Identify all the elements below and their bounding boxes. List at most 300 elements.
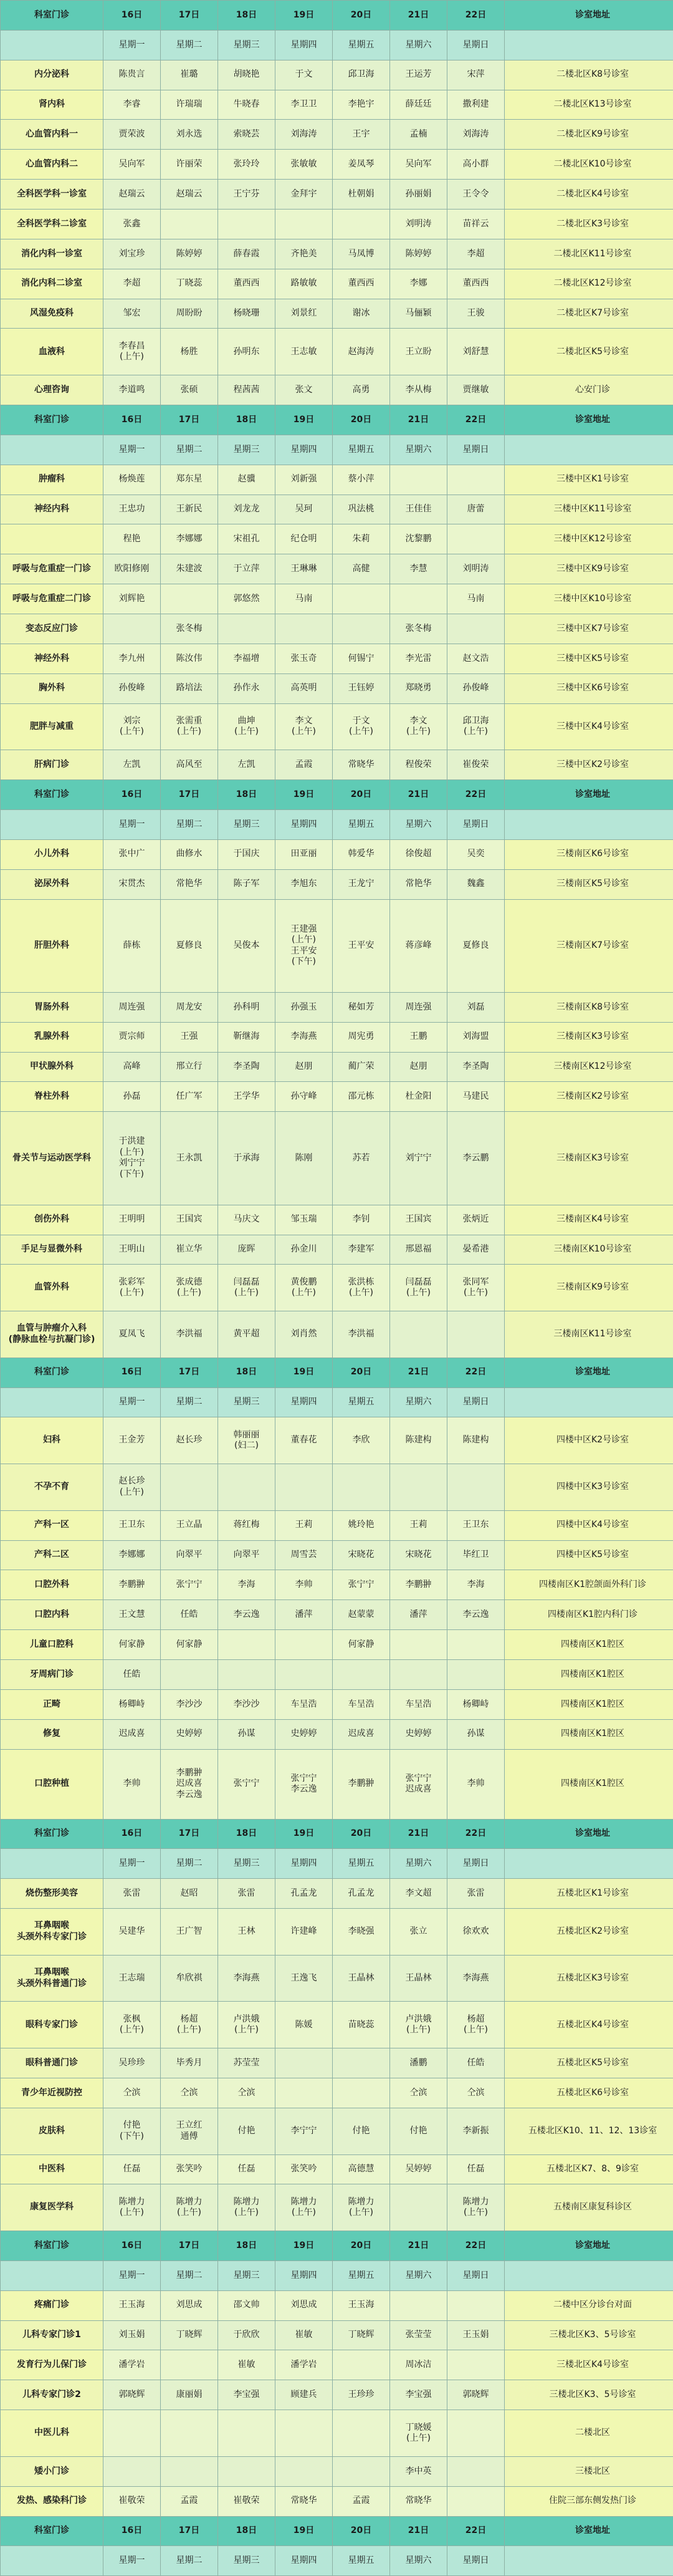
address-cell: 三楼北区K3、5号诊室: [505, 2320, 673, 2350]
day-sat-cell: 潘萍: [390, 1600, 447, 1630]
day-sat-cell: 薛廷廷: [390, 90, 447, 120]
doctor-row: [1, 2108, 673, 2154]
header-day-fri-cell: 20日: [333, 1358, 390, 1387]
dept-cell: 皮肤科: [1, 2108, 103, 2154]
address-cell: 三楼中区K7号诊室: [505, 614, 673, 644]
day-wed-cell: 星期三: [218, 435, 275, 465]
day-tue-cell: 丁晓辉: [161, 2320, 218, 2350]
dept-cell: 手足与显微外科: [1, 1235, 103, 1265]
doctor-row: [1, 210, 673, 239]
dept-cell: 风湿免疫科: [1, 299, 103, 329]
header-day-sat-cell: 21日: [390, 1358, 447, 1387]
address-cell: 三楼中区K9号诊室: [505, 554, 673, 584]
day-fri-cell: 李鹏翀: [333, 1749, 390, 1819]
day-sun-cell: 魏鑫: [447, 869, 505, 899]
day-wed-cell: 李沙沙: [218, 1689, 275, 1719]
day-thu-cell: 刘肖然: [275, 1311, 333, 1358]
day-sat-cell: 周冰洁: [390, 2350, 447, 2380]
header-day-fri-cell: 20日: [333, 405, 390, 435]
header-dept-cell: 科室门诊: [1, 1358, 103, 1387]
day-fri-cell: 李建军: [333, 1235, 390, 1265]
header-day-thu-cell: 19日: [275, 1358, 333, 1387]
day-tue-cell: 星期二: [161, 1849, 218, 1879]
dept-cell: 胸外科: [1, 673, 103, 703]
address-cell: 三楼中区K1号诊室: [505, 465, 673, 494]
header-day-wed-cell: 18日: [218, 2516, 275, 2546]
dept-cell: 内分泌科: [1, 60, 103, 90]
day-sun-cell: 刘舒慧: [447, 329, 505, 375]
doctor-row: [1, 329, 673, 375]
day-tue-cell: 许丽荣: [161, 150, 218, 180]
day-thu-cell: 潘学岩: [275, 2350, 333, 2380]
address-cell: 四楼南区K1腔区: [505, 1749, 673, 1819]
header-dept-cell: 科室门诊: [1, 405, 103, 435]
section-header-row: [1, 2516, 673, 2546]
day-tue-cell: 崔璐: [161, 60, 218, 90]
day-sun-cell: 李海: [447, 1570, 505, 1600]
day-fri-cell: 周宪勇: [333, 1022, 390, 1052]
dept-cell: 心理咨询: [1, 375, 103, 405]
day-sun-cell: 郭晓辉: [447, 2380, 505, 2410]
day-wed-cell: [218, 210, 275, 239]
day-fri-cell: 苗晓蕊: [333, 2002, 390, 2048]
day-mon-cell: 迟成喜: [103, 1719, 161, 1749]
day-mon-cell: 王志瑞: [103, 1955, 161, 2002]
day-tue-cell: 康丽娟: [161, 2380, 218, 2410]
day-tue-cell: 牟欣祺: [161, 1955, 218, 2002]
day-mon-cell: 星期一: [103, 1387, 161, 1417]
address-cell: [505, 1849, 673, 1879]
day-mon-cell: 王金芳: [103, 1417, 161, 1464]
address-cell: 三楼南区K5号诊室: [505, 869, 673, 899]
day-tue-cell: 常艳华: [161, 869, 218, 899]
day-wed-cell: 陈增力 (上午): [218, 2184, 275, 2231]
day-fri-cell: 高勇: [333, 375, 390, 405]
doctor-row: [1, 120, 673, 150]
day-fri-cell: 邱卫海: [333, 60, 390, 90]
day-mon-cell: 杨焕莲: [103, 465, 161, 494]
address-cell: 四楼南区K1腔区: [505, 1689, 673, 1719]
header-address-cell: 诊室地址: [505, 1358, 673, 1387]
doctor-row: [1, 2078, 673, 2108]
day-fri-cell: 赵海涛: [333, 329, 390, 375]
day-sat-cell: 星期六: [390, 1849, 447, 1879]
address-cell: 四楼南区K1腔区: [505, 1630, 673, 1660]
doctor-row: [1, 2290, 673, 2320]
day-sat-cell: 李宝强: [390, 2380, 447, 2410]
header-address-cell: 诊室地址: [505, 2516, 673, 2546]
doctor-row: [1, 2184, 673, 2231]
day-mon-cell: 邹宏: [103, 299, 161, 329]
address-cell: 四楼中区K2号诊室: [505, 1417, 673, 1464]
doctor-row: [1, 1630, 673, 1660]
header-day-sun-cell: 22日: [447, 1358, 505, 1387]
day-fri-cell: 王晶林: [333, 1955, 390, 2002]
day-thu-cell: 潘萍: [275, 1600, 333, 1630]
day-wed-cell: 星期三: [218, 1849, 275, 1879]
doctor-row: [1, 494, 673, 524]
day-sun-cell: [447, 1464, 505, 1511]
day-sat-cell: 王鹏: [390, 1022, 447, 1052]
day-mon-cell: 杨卿峙: [103, 1689, 161, 1719]
dept-cell: 小儿外科: [1, 839, 103, 869]
day-mon-cell: 欧阳修刚: [103, 554, 161, 584]
dept-cell: 创伤外科: [1, 1205, 103, 1235]
address-cell: [505, 2546, 673, 2576]
day-sat-cell: 常晓华: [390, 2486, 447, 2516]
header-address-cell: 诊室地址: [505, 1, 673, 31]
day-sat-cell: 星期六: [390, 435, 447, 465]
doctor-row: [1, 1112, 673, 1205]
day-mon-cell: 李睿: [103, 90, 161, 120]
day-tue-cell: 郑东星: [161, 465, 218, 494]
address-cell: 三楼南区K11号诊室: [505, 1311, 673, 1358]
address-cell: 五楼北区K4号诊室: [505, 2002, 673, 2048]
day-mon-cell: 星期一: [103, 1849, 161, 1879]
day-sat-cell: 星期六: [390, 2260, 447, 2290]
day-sat-cell: [390, 1630, 447, 1660]
doctor-row: [1, 2350, 673, 2380]
day-sun-cell: 王玉娟: [447, 2320, 505, 2350]
day-sat-cell: 星期六: [390, 30, 447, 60]
day-wed-cell: 宋祖孔: [218, 524, 275, 554]
day-sun-cell: 星期日: [447, 2260, 505, 2290]
dept-cell: 神经内科: [1, 494, 103, 524]
day-sat-cell: [390, 2184, 447, 2231]
address-cell: 五楼北区K1号诊室: [505, 1879, 673, 1909]
header-address-cell: 诊室地址: [505, 780, 673, 810]
dept-cell: 乳腺外科: [1, 1022, 103, 1052]
doctor-row: [1, 1749, 673, 1819]
dept-cell: 中医科: [1, 2154, 103, 2184]
day-sat-cell: 付艳: [390, 2108, 447, 2154]
day-sun-cell: 李帅: [447, 1749, 505, 1819]
dept-cell: 泌尿外科: [1, 869, 103, 899]
day-tue-cell: [161, 210, 218, 239]
day-wed-cell: 蒋红梅: [218, 1510, 275, 1540]
address-cell: 三楼南区K4号诊室: [505, 1205, 673, 1235]
header-address-cell: 诊室地址: [505, 2231, 673, 2261]
doctor-row: [1, 299, 673, 329]
day-mon-cell: 李道鸣: [103, 375, 161, 405]
dept-cell: 发育行为儿保门诊: [1, 2350, 103, 2380]
header-day-wed-cell: 18日: [218, 780, 275, 810]
day-wed-cell: [218, 1630, 275, 1660]
day-sun-cell: 崔俊荣: [447, 750, 505, 780]
dept-cell: [1, 524, 103, 554]
day-wed-cell: 星期三: [218, 809, 275, 839]
header-day-mon-cell: 16日: [103, 405, 161, 435]
day-tue-cell: 周龙安: [161, 992, 218, 1022]
address-cell: 五楼北区K10、11、12、13诊室: [505, 2108, 673, 2154]
day-sun-cell: 星期日: [447, 809, 505, 839]
day-tue-cell: [161, 2350, 218, 2380]
day-sun-cell: [447, 2486, 505, 2516]
header-day-fri-cell: 20日: [333, 1, 390, 31]
day-sun-cell: 高小群: [447, 150, 505, 180]
address-cell: 四楼中区K5号诊室: [505, 1540, 673, 1570]
day-sun-cell: 星期日: [447, 30, 505, 60]
day-mon-cell: [103, 2410, 161, 2457]
day-wed-cell: 李宝强: [218, 2380, 275, 2410]
day-mon-cell: 刘辉艳: [103, 584, 161, 614]
section-header-row: [1, 1819, 673, 1849]
doctor-row: [1, 465, 673, 494]
header-day-thu-cell: 19日: [275, 1819, 333, 1849]
day-tue-cell: 王立晶: [161, 1510, 218, 1540]
doctor-row: [1, 1879, 673, 1909]
day-tue-cell: 赵长珍: [161, 1417, 218, 1464]
section-header-row: [1, 1358, 673, 1387]
doctor-row: [1, 90, 673, 120]
dept-cell: [1, 809, 103, 839]
header-day-wed-cell: 18日: [218, 405, 275, 435]
doctor-row: [1, 644, 673, 673]
day-tue-cell: 王永凯: [161, 1112, 218, 1205]
doctor-row: [1, 239, 673, 269]
day-fri-cell: 星期五: [333, 2260, 390, 2290]
day-wed-cell: 李海: [218, 1570, 275, 1600]
doctor-row: [1, 1265, 673, 1311]
doctor-row: [1, 899, 673, 992]
day-sun-cell: 李圣陶: [447, 1052, 505, 1082]
day-wed-cell: 李圣陶: [218, 1052, 275, 1082]
dept-cell: 肝胆外科: [1, 899, 103, 992]
day-fri-cell: [333, 584, 390, 614]
dept-cell: 肝病门诊: [1, 750, 103, 780]
day-sat-cell: 刘明涛: [390, 210, 447, 239]
day-sat-cell: 赵朋: [390, 1052, 447, 1082]
day-thu-cell: 董春花: [275, 1417, 333, 1464]
day-fri-cell: 何锡宁: [333, 644, 390, 673]
day-thu-cell: 李宁宁: [275, 2108, 333, 2154]
day-wed-cell: 马庆文: [218, 1205, 275, 1235]
day-wed-cell: 庞晖: [218, 1235, 275, 1265]
dept-cell: 口腔内科: [1, 1600, 103, 1630]
day-fri-cell: 高德慧: [333, 2154, 390, 2184]
day-sat-cell: 王莉: [390, 1510, 447, 1540]
day-fri-cell: 付艳: [333, 2108, 390, 2154]
doctor-row: [1, 2456, 673, 2486]
dept-cell: 全科医学科一诊室: [1, 180, 103, 210]
day-mon-cell: 孙磊: [103, 1082, 161, 1112]
day-wed-cell: 星期三: [218, 2260, 275, 2290]
day-thu-cell: 王莉: [275, 1510, 333, 1540]
doctor-row: [1, 614, 673, 644]
day-tue-cell: 路培法: [161, 673, 218, 703]
weekday-row: [1, 2546, 673, 2576]
day-sun-cell: 陈增力 (上午): [447, 2184, 505, 2231]
header-address-cell: 诊室地址: [505, 405, 673, 435]
day-tue-cell: 崔立华: [161, 1235, 218, 1265]
day-thu-cell: 张敏敏: [275, 150, 333, 180]
day-wed-cell: 李云逸: [218, 1600, 275, 1630]
dept-cell: 儿科专家门诊2: [1, 2380, 103, 2410]
day-sun-cell: [447, 524, 505, 554]
day-sun-cell: 杨超 (上午): [447, 2002, 505, 2048]
day-tue-cell: 刘永选: [161, 120, 218, 150]
day-sun-cell: 王骏: [447, 299, 505, 329]
day-fri-cell: 张宁宁: [333, 1570, 390, 1600]
day-fri-cell: 姜凤琴: [333, 150, 390, 180]
day-sat-cell: 邢恩福: [390, 1235, 447, 1265]
address-cell: 五楼北区K3号诊室: [505, 1955, 673, 2002]
dept-cell: 产科一区: [1, 1510, 103, 1540]
day-sun-cell: 李海燕: [447, 1955, 505, 2002]
day-sat-cell: 仝滨: [390, 2078, 447, 2108]
day-wed-cell: 任磊: [218, 2154, 275, 2184]
day-sun-cell: 刘海涛: [447, 120, 505, 150]
day-thu-cell: 陈刚: [275, 1112, 333, 1205]
day-thu-cell: 路敏敏: [275, 269, 333, 299]
day-fri-cell: 星期五: [333, 1849, 390, 1879]
day-tue-cell: 李沙沙: [161, 1689, 218, 1719]
day-tue-cell: 向翠平: [161, 1540, 218, 1570]
header-day-sun-cell: 22日: [447, 2231, 505, 2261]
doctor-row: [1, 375, 673, 405]
day-wed-cell: 于欣欣: [218, 2320, 275, 2350]
day-tue-cell: 丁晓蕊: [161, 269, 218, 299]
doctor-row: [1, 1464, 673, 1511]
dept-cell: 血管与肿瘤介入科 (静脉血栓与抗凝门诊): [1, 1311, 103, 1358]
dept-cell: 牙周病门诊: [1, 1660, 103, 1690]
doctor-row: [1, 703, 673, 750]
day-wed-cell: 付艳: [218, 2108, 275, 2154]
address-cell: 三楼南区K6号诊室: [505, 839, 673, 869]
day-sat-cell: 李从梅: [390, 375, 447, 405]
day-thu-cell: 李旭东: [275, 869, 333, 899]
doctor-row: [1, 2154, 673, 2184]
header-day-mon-cell: 16日: [103, 1, 161, 31]
header-day-fri-cell: 20日: [333, 780, 390, 810]
day-sun-cell: [447, 1630, 505, 1660]
day-fri-cell: [333, 1660, 390, 1690]
dept-cell: 矮小门诊: [1, 2456, 103, 2486]
doctor-row: [1, 1660, 673, 1690]
day-fri-cell: 陈增力 (上午): [333, 2184, 390, 2231]
doctor-row: [1, 2410, 673, 2457]
day-tue-cell: 邢立行: [161, 1052, 218, 1082]
day-tue-cell: 朱建波: [161, 554, 218, 584]
day-sun-cell: 晏希港: [447, 1235, 505, 1265]
header-day-tue-cell: 17日: [161, 1358, 218, 1387]
doctor-row: [1, 60, 673, 90]
address-cell: 三楼南区K9号诊室: [505, 1265, 673, 1311]
day-thu-cell: 吴珂: [275, 494, 333, 524]
day-thu-cell: 顾建兵: [275, 2380, 333, 2410]
day-wed-cell: [218, 2456, 275, 2486]
day-thu-cell: 金拜宇: [275, 180, 333, 210]
header-dept-cell: 科室门诊: [1, 2516, 103, 2546]
doctor-row: [1, 1417, 673, 1464]
dept-cell: 眼科专家门诊: [1, 2002, 103, 2048]
day-sat-cell: [390, 1311, 447, 1358]
doctor-row: [1, 554, 673, 584]
day-sat-cell: 刘宁宁: [390, 1112, 447, 1205]
day-wed-cell: 黄平超: [218, 1311, 275, 1358]
day-mon-cell: 孙俊峰: [103, 673, 161, 703]
day-mon-cell: 星期一: [103, 2260, 161, 2290]
day-tue-cell: 星期二: [161, 2546, 218, 2576]
address-cell: 三楼北区K3、5号诊室: [505, 2380, 673, 2410]
dept-cell: 疼痛门诊: [1, 2290, 103, 2320]
weekday-row: [1, 30, 673, 60]
day-sun-cell: 刘磊: [447, 992, 505, 1022]
day-tue-cell: 仝滨: [161, 2078, 218, 2108]
header-day-tue-cell: 17日: [161, 1, 218, 31]
day-mon-cell: 李超: [103, 269, 161, 299]
day-fri-cell: 杜朝娟: [333, 180, 390, 210]
day-mon-cell: 星期一: [103, 809, 161, 839]
day-wed-cell: 向翠平: [218, 1540, 275, 1570]
header-day-mon-cell: 16日: [103, 780, 161, 810]
day-sun-cell: 星期日: [447, 2546, 505, 2576]
header-day-mon-cell: 16日: [103, 2231, 161, 2261]
day-sat-cell: 张立: [390, 1909, 447, 1956]
dept-cell: 肥胖与减重: [1, 703, 103, 750]
day-thu-cell: 星期四: [275, 2260, 333, 2290]
day-mon-cell: 王玉海: [103, 2290, 161, 2320]
day-wed-cell: 索晓芸: [218, 120, 275, 150]
dept-cell: 发热、感染科门诊: [1, 2486, 103, 2516]
day-sun-cell: 李云鹏: [447, 1112, 505, 1205]
dept-cell: 血管外科: [1, 1265, 103, 1311]
day-wed-cell: 张玲玲: [218, 150, 275, 180]
day-mon-cell: 张彩军 (上午): [103, 1265, 161, 1311]
day-fri-cell: 星期五: [333, 30, 390, 60]
day-wed-cell: 吴俊本: [218, 899, 275, 992]
day-mon-cell: 赵瑞云: [103, 180, 161, 210]
day-mon-cell: 李鹏翀: [103, 1570, 161, 1600]
day-tue-cell: 张硕: [161, 375, 218, 405]
day-thu-cell: 赵朋: [275, 1052, 333, 1082]
doctor-row: [1, 673, 673, 703]
day-mon-cell: 李娜娜: [103, 1540, 161, 1570]
dept-cell: 中医儿科: [1, 2410, 103, 2457]
header-day-sun-cell: 22日: [447, 2516, 505, 2546]
day-sun-cell: 宋萍: [447, 60, 505, 90]
day-fri-cell: 苏若: [333, 1112, 390, 1205]
day-sat-cell: 郑晓勇: [390, 673, 447, 703]
day-sat-cell: 丁晓媛 (上午): [390, 2410, 447, 2457]
day-tue-cell: [161, 1660, 218, 1690]
day-sun-cell: 王卫东: [447, 1510, 505, 1540]
day-thu-cell: 刘思成: [275, 2290, 333, 2320]
day-fri-cell: 孟霞: [333, 2486, 390, 2516]
header-day-sun-cell: 22日: [447, 1819, 505, 1849]
day-sat-cell: 李慧: [390, 554, 447, 584]
day-fri-cell: 李艳宇: [333, 90, 390, 120]
day-wed-cell: 靳继海: [218, 1022, 275, 1052]
day-sun-cell: 李超: [447, 239, 505, 269]
section-header-row: [1, 1, 673, 31]
day-sat-cell: 王佳佳: [390, 494, 447, 524]
day-wed-cell: 仝滨: [218, 2078, 275, 2108]
day-mon-cell: 张中广: [103, 839, 161, 869]
day-sat-cell: 王晶林: [390, 1955, 447, 2002]
day-sat-cell: 马俪颖: [390, 299, 447, 329]
dept-cell: 呼吸与危重症一门诊: [1, 554, 103, 584]
day-thu-cell: [275, 2456, 333, 2486]
day-thu-cell: 星期四: [275, 2546, 333, 2576]
day-sun-cell: 马南: [447, 584, 505, 614]
day-thu-cell: 刘景红: [275, 299, 333, 329]
day-thu-cell: 陈增力 (上午): [275, 2184, 333, 2231]
day-thu-cell: 孟霞: [275, 750, 333, 780]
day-sat-cell: [390, 584, 447, 614]
day-thu-cell: 纪仓明: [275, 524, 333, 554]
address-cell: 三楼中区K12号诊室: [505, 524, 673, 554]
